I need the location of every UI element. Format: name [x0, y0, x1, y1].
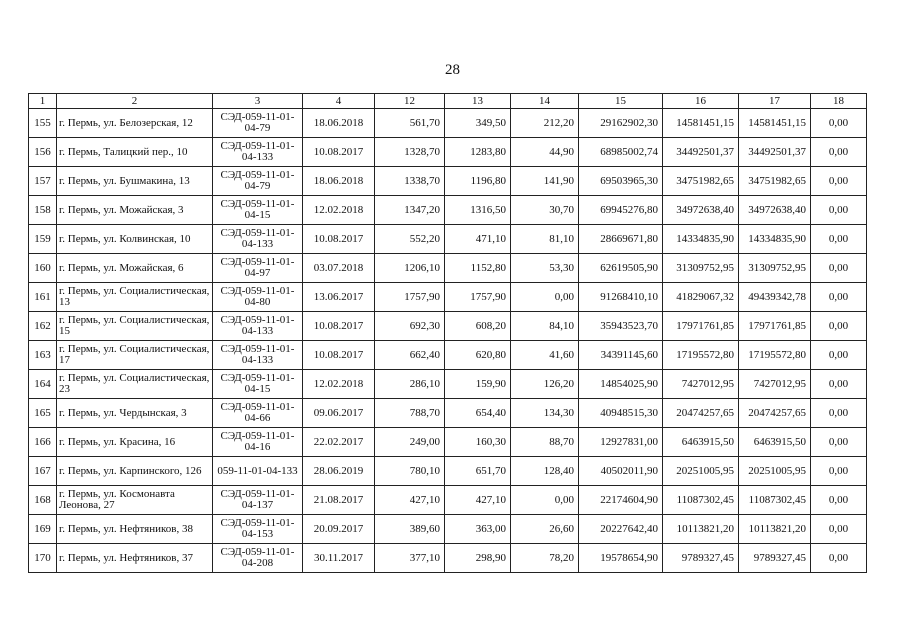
column-header: 3	[213, 94, 303, 109]
value-cell-12: 788,70	[375, 399, 445, 428]
column-header: 4	[303, 94, 375, 109]
row-number: 162	[29, 312, 57, 341]
header-row	[29, 94, 867, 109]
column-header: 1	[29, 94, 57, 109]
page-number: 28	[445, 62, 460, 78]
value-cell-18: 0,00	[811, 457, 867, 486]
table-row	[29, 457, 867, 486]
value-cell-13: 363,00	[445, 515, 511, 544]
date-cell: 28.06.2019	[303, 457, 375, 486]
value-cell-15: 62619505,90	[579, 254, 663, 283]
document-code-cell: СЭД-059-11-01-04-15	[213, 370, 303, 399]
value-cell-16: 20474257,65	[663, 399, 739, 428]
address-cell: г. Пермь, ул. Космонавта Леонова, 27	[57, 486, 213, 515]
value-cell-14: 84,10	[511, 312, 579, 341]
value-cell-16: 20251005,95	[663, 457, 739, 486]
value-cell-13: 654,40	[445, 399, 511, 428]
value-cell-18: 0,00	[811, 138, 867, 167]
address-cell: г. Пермь, ул. Можайская, 3	[57, 196, 213, 225]
value-cell-18: 0,00	[811, 109, 867, 138]
address-cell: г. Пермь, ул. Чердынская, 3	[57, 399, 213, 428]
value-cell-18: 0,00	[811, 370, 867, 399]
value-cell-18: 0,00	[811, 515, 867, 544]
value-cell-14: 134,30	[511, 399, 579, 428]
table-row	[29, 515, 867, 544]
value-cell-15: 40502011,90	[579, 457, 663, 486]
table-row	[29, 544, 867, 573]
value-cell-14: 126,20	[511, 370, 579, 399]
table-row	[29, 312, 867, 341]
value-cell-16: 34751982,65	[663, 167, 739, 196]
value-cell-15: 68985002,74	[579, 138, 663, 167]
document-code-cell: СЭД-059-11-01-04-80	[213, 283, 303, 312]
column-header: 16	[663, 94, 739, 109]
value-cell-15: 29162902,30	[579, 109, 663, 138]
value-cell-12: 249,00	[375, 428, 445, 457]
document-code-cell: 059-11-01-04-133	[213, 457, 303, 486]
table-row	[29, 283, 867, 312]
value-cell-17: 14334835,90	[739, 225, 811, 254]
address-cell: г. Пермь, ул. Нефтяников, 38	[57, 515, 213, 544]
value-cell-18: 0,00	[811, 486, 867, 515]
column-header: 17	[739, 94, 811, 109]
date-cell: 30.11.2017	[303, 544, 375, 573]
value-cell-13: 298,90	[445, 544, 511, 573]
document-code-cell: СЭД-059-11-01-04-66	[213, 399, 303, 428]
value-cell-12: 377,10	[375, 544, 445, 573]
date-cell: 12.02.2018	[303, 370, 375, 399]
value-cell-16: 10113821,20	[663, 515, 739, 544]
value-cell-15: 12927831,00	[579, 428, 663, 457]
date-cell: 21.08.2017	[303, 486, 375, 515]
registry-table	[28, 93, 867, 573]
document-code-cell: СЭД-059-11-01-04-15	[213, 196, 303, 225]
value-cell-17: 49439342,78	[739, 283, 811, 312]
date-cell: 10.08.2017	[303, 312, 375, 341]
document-code-cell: СЭД-059-11-01-04-133	[213, 312, 303, 341]
value-cell-15: 69945276,80	[579, 196, 663, 225]
column-header: 15	[579, 94, 663, 109]
row-number: 158	[29, 196, 57, 225]
value-cell-16: 11087302,45	[663, 486, 739, 515]
date-cell: 12.02.2018	[303, 196, 375, 225]
value-cell-14: 81,10	[511, 225, 579, 254]
value-cell-16: 34972638,40	[663, 196, 739, 225]
row-number: 165	[29, 399, 57, 428]
date-cell: 13.06.2017	[303, 283, 375, 312]
date-cell: 10.08.2017	[303, 225, 375, 254]
value-cell-14: 30,70	[511, 196, 579, 225]
row-number: 161	[29, 283, 57, 312]
column-header: 14	[511, 94, 579, 109]
value-cell-17: 10113821,20	[739, 515, 811, 544]
table-row	[29, 399, 867, 428]
value-cell-18: 0,00	[811, 341, 867, 370]
date-cell: 03.07.2018	[303, 254, 375, 283]
row-number: 166	[29, 428, 57, 457]
document-code-cell: СЭД-059-11-01-04-153	[213, 515, 303, 544]
column-header: 12	[375, 94, 445, 109]
value-cell-16: 41829067,32	[663, 283, 739, 312]
value-cell-13: 1152,80	[445, 254, 511, 283]
value-cell-13: 159,90	[445, 370, 511, 399]
value-cell-17: 7427012,95	[739, 370, 811, 399]
document-code-cell: СЭД-059-11-01-04-133	[213, 341, 303, 370]
value-cell-12: 1347,20	[375, 196, 445, 225]
value-cell-17: 14581451,15	[739, 109, 811, 138]
document-code-cell: СЭД-059-11-01-04-137	[213, 486, 303, 515]
value-cell-17: 17971761,85	[739, 312, 811, 341]
value-cell-18: 0,00	[811, 254, 867, 283]
date-cell: 20.09.2017	[303, 515, 375, 544]
value-cell-14: 141,90	[511, 167, 579, 196]
value-cell-12: 286,10	[375, 370, 445, 399]
table-row	[29, 370, 867, 399]
document-code-cell: СЭД-059-11-01-04-133	[213, 138, 303, 167]
value-cell-17: 20474257,65	[739, 399, 811, 428]
document-code-cell: СЭД-059-11-01-04-79	[213, 109, 303, 138]
date-cell: 09.06.2017	[303, 399, 375, 428]
table-row	[29, 341, 867, 370]
row-number: 167	[29, 457, 57, 486]
table-row	[29, 138, 867, 167]
table-body	[29, 109, 867, 573]
value-cell-13: 1316,50	[445, 196, 511, 225]
date-cell: 10.08.2017	[303, 138, 375, 167]
value-cell-13: 471,10	[445, 225, 511, 254]
value-cell-18: 0,00	[811, 283, 867, 312]
value-cell-15: 20227642,40	[579, 515, 663, 544]
value-cell-13: 1283,80	[445, 138, 511, 167]
value-cell-14: 0,00	[511, 486, 579, 515]
value-cell-17: 17195572,80	[739, 341, 811, 370]
value-cell-18: 0,00	[811, 544, 867, 573]
address-cell: г. Пермь, ул. Белозерская, 12	[57, 109, 213, 138]
value-cell-18: 0,00	[811, 167, 867, 196]
value-cell-17: 34972638,40	[739, 196, 811, 225]
value-cell-14: 78,20	[511, 544, 579, 573]
value-cell-18: 0,00	[811, 428, 867, 457]
value-cell-16: 17195572,80	[663, 341, 739, 370]
value-cell-17: 34492501,37	[739, 138, 811, 167]
value-cell-18: 0,00	[811, 196, 867, 225]
value-cell-12: 427,10	[375, 486, 445, 515]
date-cell: 22.02.2017	[303, 428, 375, 457]
address-cell: г. Пермь, ул. Красина, 16	[57, 428, 213, 457]
value-cell-15: 14854025,90	[579, 370, 663, 399]
value-cell-13: 651,70	[445, 457, 511, 486]
table-row	[29, 254, 867, 283]
row-number: 164	[29, 370, 57, 399]
value-cell-17: 9789327,45	[739, 544, 811, 573]
value-cell-15: 35943523,70	[579, 312, 663, 341]
value-cell-12: 780,10	[375, 457, 445, 486]
value-cell-13: 160,30	[445, 428, 511, 457]
table-row	[29, 109, 867, 138]
value-cell-14: 212,20	[511, 109, 579, 138]
value-cell-12: 662,40	[375, 341, 445, 370]
value-cell-15: 19578654,90	[579, 544, 663, 573]
value-cell-13: 427,10	[445, 486, 511, 515]
date-cell: 10.08.2017	[303, 341, 375, 370]
value-cell-12: 1757,90	[375, 283, 445, 312]
value-cell-16: 6463915,50	[663, 428, 739, 457]
value-cell-14: 44,90	[511, 138, 579, 167]
address-cell: г. Пермь, ул. Нефтяников, 37	[57, 544, 213, 573]
value-cell-15: 28669671,80	[579, 225, 663, 254]
value-cell-14: 41,60	[511, 341, 579, 370]
value-cell-16: 7427012,95	[663, 370, 739, 399]
value-cell-15: 69503965,30	[579, 167, 663, 196]
value-cell-12: 552,20	[375, 225, 445, 254]
value-cell-18: 0,00	[811, 225, 867, 254]
document-code-cell: СЭД-059-11-01-04-97	[213, 254, 303, 283]
row-number: 157	[29, 167, 57, 196]
value-cell-17: 11087302,45	[739, 486, 811, 515]
address-cell: г. Пермь, ул. Социалистическая, 23	[57, 370, 213, 399]
address-cell: г. Пермь, ул. Можайская, 6	[57, 254, 213, 283]
value-cell-15: 40948515,30	[579, 399, 663, 428]
address-cell: г. Пермь, ул. Карпинского, 126	[57, 457, 213, 486]
table-row	[29, 486, 867, 515]
value-cell-12: 692,30	[375, 312, 445, 341]
value-cell-16: 17971761,85	[663, 312, 739, 341]
row-number: 170	[29, 544, 57, 573]
address-cell: г. Пермь, ул. Социалистическая, 17	[57, 341, 213, 370]
value-cell-13: 608,20	[445, 312, 511, 341]
value-cell-14: 0,00	[511, 283, 579, 312]
document-code-cell: СЭД-059-11-01-04-208	[213, 544, 303, 573]
date-cell: 18.06.2018	[303, 109, 375, 138]
value-cell-17: 6463915,50	[739, 428, 811, 457]
column-header: 18	[811, 94, 867, 109]
row-number: 155	[29, 109, 57, 138]
document-code-cell: СЭД-059-11-01-04-133	[213, 225, 303, 254]
value-cell-13: 349,50	[445, 109, 511, 138]
document-code-cell: СЭД-059-11-01-04-79	[213, 167, 303, 196]
value-cell-16: 14581451,15	[663, 109, 739, 138]
value-cell-15: 22174604,90	[579, 486, 663, 515]
table-row	[29, 428, 867, 457]
value-cell-16: 14334835,90	[663, 225, 739, 254]
column-header: 2	[57, 94, 213, 109]
value-cell-13: 1196,80	[445, 167, 511, 196]
value-cell-14: 88,70	[511, 428, 579, 457]
value-cell-14: 128,40	[511, 457, 579, 486]
row-number: 160	[29, 254, 57, 283]
value-cell-17: 34751982,65	[739, 167, 811, 196]
column-header: 13	[445, 94, 511, 109]
value-cell-12: 1206,10	[375, 254, 445, 283]
address-cell: г. Пермь, ул. Социалистическая, 15	[57, 312, 213, 341]
row-number: 156	[29, 138, 57, 167]
value-cell-12: 389,60	[375, 515, 445, 544]
value-cell-17: 31309752,95	[739, 254, 811, 283]
table-row	[29, 167, 867, 196]
row-number: 159	[29, 225, 57, 254]
address-cell: г. Пермь, ул. Колвинская, 10	[57, 225, 213, 254]
row-number: 169	[29, 515, 57, 544]
value-cell-12: 561,70	[375, 109, 445, 138]
value-cell-16: 9789327,45	[663, 544, 739, 573]
value-cell-14: 26,60	[511, 515, 579, 544]
value-cell-17: 20251005,95	[739, 457, 811, 486]
row-number: 163	[29, 341, 57, 370]
row-number: 168	[29, 486, 57, 515]
value-cell-15: 34391145,60	[579, 341, 663, 370]
value-cell-18: 0,00	[811, 312, 867, 341]
value-cell-16: 31309752,95	[663, 254, 739, 283]
address-cell: г. Пермь, Талицкий пер., 10	[57, 138, 213, 167]
value-cell-18: 0,00	[811, 399, 867, 428]
value-cell-13: 1757,90	[445, 283, 511, 312]
value-cell-15: 91268410,10	[579, 283, 663, 312]
address-cell: г. Пермь, ул. Бушмакина, 13	[57, 167, 213, 196]
value-cell-13: 620,80	[445, 341, 511, 370]
value-cell-12: 1338,70	[375, 167, 445, 196]
value-cell-12: 1328,70	[375, 138, 445, 167]
table-row	[29, 225, 867, 254]
address-cell: г. Пермь, ул. Социалистическая, 13	[57, 283, 213, 312]
value-cell-16: 34492501,37	[663, 138, 739, 167]
table-row	[29, 196, 867, 225]
date-cell: 18.06.2018	[303, 167, 375, 196]
value-cell-14: 53,30	[511, 254, 579, 283]
document-code-cell: СЭД-059-11-01-04-16	[213, 428, 303, 457]
